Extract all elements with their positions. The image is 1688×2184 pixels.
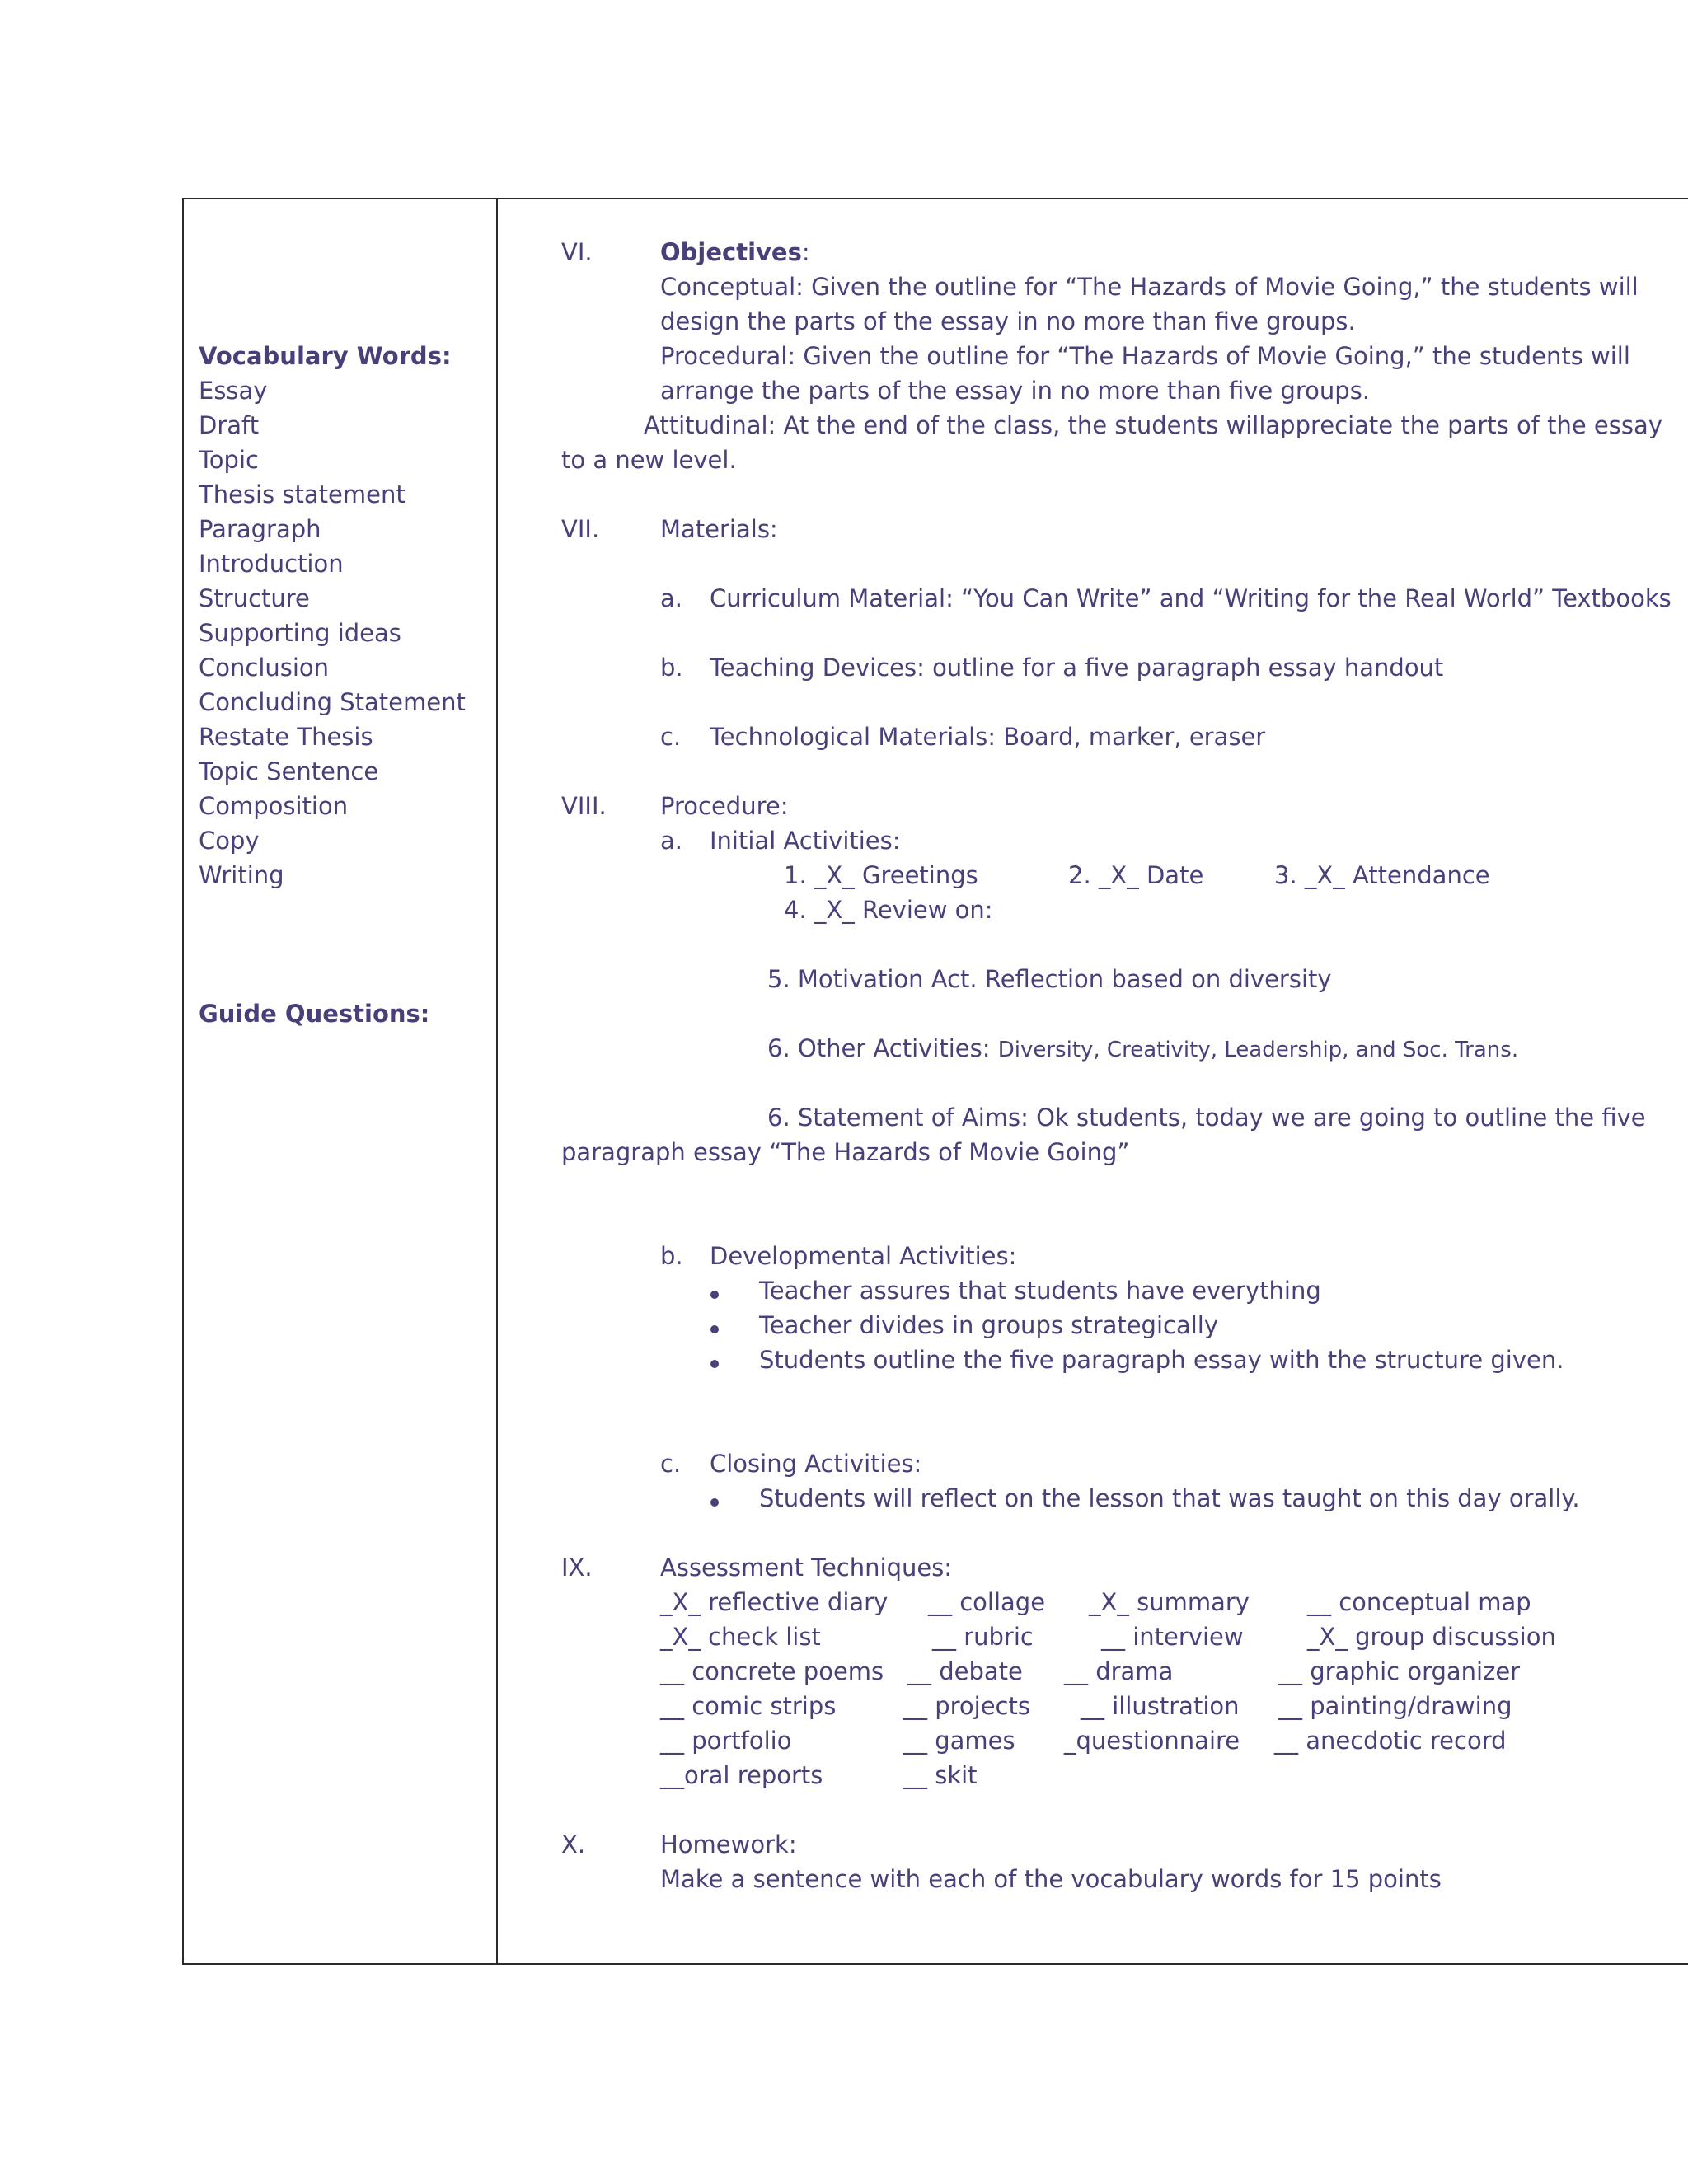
conceptual-objective-cont: design the parts of the essay in no more than five groups. [660,307,1356,335]
attitudinal-objective: Attitudinal: At the end of the class, the students willappreciate the parts of the essay [644,411,1662,439]
vocab-word: Structure [199,584,310,612]
assessment-option: _questionnaire [1064,1727,1240,1755]
assessment-option: __ games [903,1727,1015,1755]
developmental-bullet: Teacher assures that students have everything [759,1277,1321,1305]
assessment-option: __ anecdotic record [1274,1727,1507,1755]
vocab-word: Introduction [199,550,344,578]
assessment-option: __ projects [903,1692,1030,1720]
vocab-word: Thesis statement [199,480,406,509]
initial-activities-label: Initial Activities: [710,827,901,855]
vocab-word: Paragraph [199,515,321,543]
teaching-devices: Teaching Devices: outline for a five paragraph essay handout [710,654,1444,682]
bullet-point [710,1325,719,1333]
assessment-option: _X_ reflective diary [660,1588,889,1616]
motivation-item: 5. Motivation Act. Reflection based on diversity [767,965,1332,993]
assessment-option: __oral reports [660,1761,823,1789]
assessment-option: __ collage [928,1588,1046,1616]
column-divider [496,199,498,1963]
assessment-option: __ comic strips [660,1692,837,1720]
procedural-objective-cont: arrange the parts of the essay in no more than five groups. [660,377,1371,405]
vocab-word: Topic [199,446,259,474]
other-activities-item: 6. Other Activities: Diversity, Creativity, Leadership, and Soc. Trans. [767,1034,1519,1062]
homework-text: Make a sentence with each of the vocabulary words for 15 points [660,1865,1442,1893]
vocab-word: Composition [199,792,349,820]
assessment-option: _X_ check list [660,1623,821,1651]
vocab-word: Writing [199,861,284,889]
objectives-heading: Objectives: [660,238,810,266]
assessment-option: __ painting/drawing [1278,1692,1512,1720]
vocab-word: Conclusion [199,654,330,682]
list-letter: a. [660,827,682,855]
vocab-word: Topic Sentence [199,757,379,785]
greetings-item: 1. _X_ Greetings [784,861,978,889]
vocab-word: Draft [199,411,260,439]
vocab-word: Essay [199,377,268,405]
developmental-bullet: Students outline the five paragraph essay with the structure given. [759,1346,1564,1374]
assessment-option: __ skit [903,1761,978,1789]
list-letter: b. [660,654,683,682]
list-letter: a. [660,584,682,612]
closing-bullet: Students will reflect on the lesson that was taught on this day orally. [759,1484,1580,1512]
bullet-point [710,1360,719,1368]
date-item: 2. _X_ Date [1068,861,1204,889]
conceptual-objective: Conceptual: Given the outline for “The Hazards of Movie Going,” the students will [660,273,1639,301]
list-letter: b. [660,1242,683,1270]
list-letter: c. [660,1450,682,1478]
technological-materials: Technological Materials: Board, marker, eraser [710,723,1266,751]
assessment-option: __ rubric [932,1623,1034,1651]
assessment-option: __ debate [907,1657,1023,1685]
attendance-item: 3. _X_ Attendance [1274,861,1490,889]
procedural-objective: Procedural: Given the outline for “The Hazards of Movie Going,” the students will [660,342,1630,370]
homework-heading: Homework: [660,1830,797,1858]
statement-of-aims: 6. Statement of Aims: Ok students, today we are going to outline the five [767,1104,1646,1132]
section-numeral: IX. [561,1554,593,1582]
assessment-option: __ conceptual map [1307,1588,1531,1616]
review-item: 4. _X_ Review on: [784,896,993,924]
assessment-option: __ illustration [1081,1692,1240,1720]
section-numeral: VI. [561,238,593,266]
curriculum-material: Curriculum Material: “You Can Write” and “Writing for the Real World” Textbooks [710,584,1672,612]
assessment-option: __ portfolio [660,1727,792,1755]
assessment-option: _X_ group discussion [1307,1623,1556,1651]
vocab-word: Copy [199,827,260,855]
statement-of-aims-cont: paragraph essay “The Hazards of Movie Going” [561,1138,1130,1166]
closing-activities-label: Closing Activities: [710,1450,922,1478]
list-letter: c. [660,723,682,751]
developmental-bullet: Teacher divides in groups strategically [759,1311,1219,1339]
attitudinal-objective-cont: to a new level. [561,446,737,474]
assessment-heading: Assessment Techniques: [660,1554,953,1582]
assessment-option: __ interview [1101,1623,1244,1651]
bullet-point [710,1291,719,1299]
assessment-option: __ graphic organizer [1278,1657,1521,1685]
assessment-option: __ drama [1064,1657,1174,1685]
assessment-option: _X_ summary [1089,1588,1250,1616]
section-numeral: VII. [561,515,600,543]
section-numeral: X. [561,1830,586,1858]
section-numeral: VIII. [561,792,607,820]
materials-heading: Materials: [660,515,778,543]
developmental-activities-label: Developmental Activities: [710,1242,1017,1270]
procedure-heading: Procedure: [660,792,789,820]
vocab-word: Restate Thesis [199,723,373,751]
bullet-point [710,1498,719,1507]
guide-questions-title: Guide Questions: [199,1000,430,1028]
vocab-word: Supporting ideas [199,619,401,647]
vocab-word: Concluding Statement [199,688,466,716]
assessment-option: __ concrete poems [660,1657,884,1685]
vocabulary-title: Vocabulary Words: [199,342,452,370]
